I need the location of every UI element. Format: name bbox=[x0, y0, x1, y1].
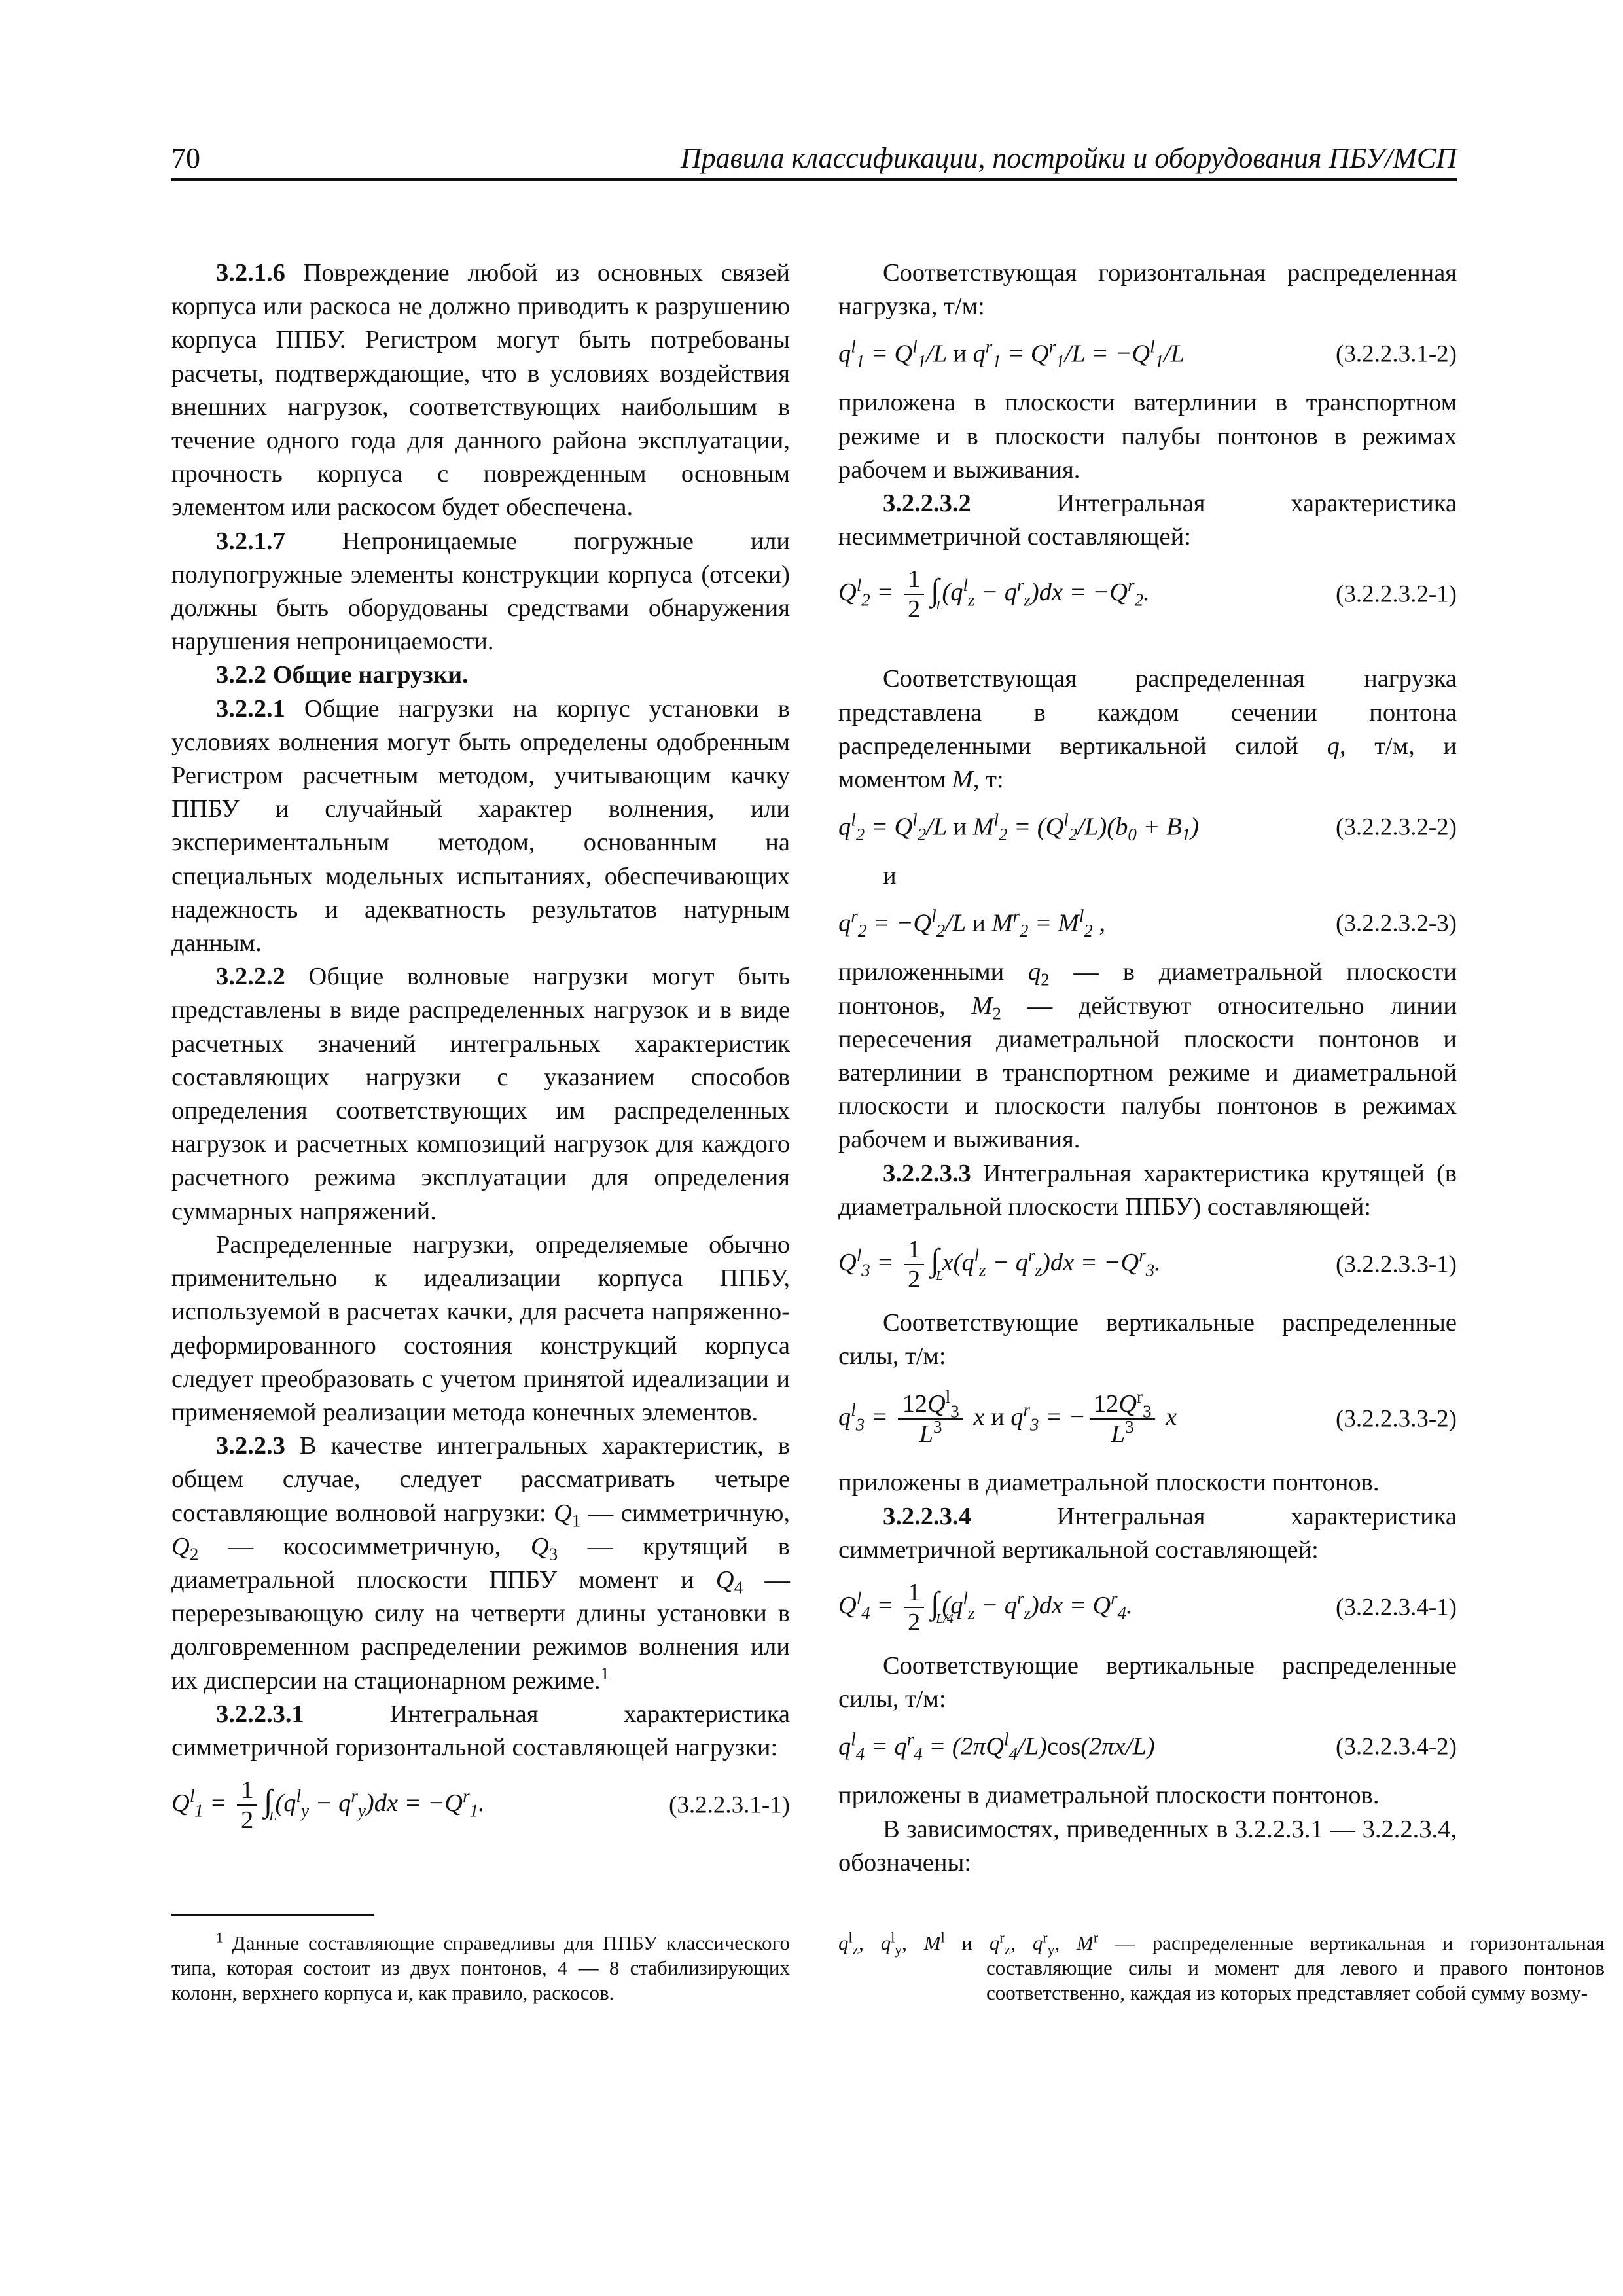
para-3-2-2-3: 3.2.2.3 В качестве интегральных характеристик, в общем случае, следует рассматривать четыре составляющие волновой нагрузки: $Q_1$ — симметричную, $Q_2$ — кососимметричную, $Q_3$ — крутящий в диаметральной плоскости ППБУ момент и $Q_4$ — перерезывающую силу на четверти длины установки в долговременном распределении режимов волнения или их дисперсии на стационарном режиме.$^1$ bbox=[171, 1432, 790, 1695]
para-applied-waterline: приложена в плоскости ватерлинии в транспортном режиме и в плоскости палубы понтонов в режимах рабочем и выживания. bbox=[838, 389, 1457, 484]
running-title: Правила классификации, постройки и оборудования ПБУ/МСП bbox=[680, 142, 1457, 174]
para-applied-diametral: приложенными $q_2$ — в диаметральной плоскости понтонов, $M_2$ — действуют относительно линии пересечения диаметральной плоскости понтонов и ватерлинии в транспортном режиме и диаметральной плоскости и плоскости палубы понтонов в режимах рабочем и выживания. bbox=[838, 958, 1457, 1154]
para-3-2-1-7: 3.2.1.7 Непроницаемые погружные или полупогружные элементы конструкции корпуса (отсеки) должны быть оборудованы средствами обнаружения нарушения непроницаемости. bbox=[171, 527, 790, 656]
equation-3-2-2-3-4-1: $Q^l_4$ = $\frac{1}{2}$ ∫ L/4 $(q^l_z - q^r_z)dx = Q^r_4$. (3.2.2.3.4-1) bbox=[838, 1579, 1457, 1637]
equation-3-2-2-3-2-2: $q^l_2 = Q^l_2/L$ и $M^l_2 = (Q^l_2/L)(b_0 + B_1)$ (3.2.2.3.2-2) bbox=[838, 810, 1457, 845]
footnote: $^1$ Данные составляющие справедливы для ППБУ классического типа, которая состоит из двух понтонов, 4 — 8 стабилизирующих колонн, верхнего корпуса и, как правило, раскосов. bbox=[171, 1929, 790, 2004]
para-horizontal-load: Соответствующая горизонтальная распределенная нагрузка, т/м: bbox=[838, 259, 1457, 321]
equation-3-2-2-3-1-2: $q^l_1 = Q^l_1/L$ и $q^r_1 = Q^r_1/L = -Q^l_1/L$ (3.2.2.3.1-2) bbox=[838, 336, 1457, 372]
equation-3-2-2-3-1-1: $Q^l_1$ = $\frac{1}{2}$ ∫ L $(q^l_y - q^r_y)dx = -Q^r_1$. (3.2.2.3.1-1) bbox=[171, 1776, 790, 1835]
para-applied-pontoons-1: приложены в диаметральной плоскости понтонов. bbox=[838, 1469, 1380, 1497]
page-number: 70 bbox=[171, 142, 200, 174]
para-3-2-2-3-3: 3.2.2.3.3 Интегральная характеристика крутящей (в диаметральной плоскости ППБУ) составляющей: bbox=[838, 1159, 1457, 1221]
notation-definition: $q^l_z$, $q^l_y$, $M^l$ и $q^r_z$, $q^r_y$, $M^r$ — распределенные вертикальная и горизонтальная составляющие силы и момент для левого и правого понтонов соответственно, каждая из которых представляет собой сумму возму- bbox=[838, 1929, 1605, 2004]
left-column bbox=[171, 257, 790, 1847]
equation-3-2-2-3-4-2: $q^l_4 = q^r_4 = (2\pi Q^l_4/L)\cos(2\pi x/L)$ (3.2.2.3.4-2) bbox=[838, 1730, 1457, 1765]
para-distributed-loads: Распределенные нагрузки, определяемые обычно применительно к идеализации корпуса ППБУ, используемой в расчетах качки, для расчета напряженно-деформированного состояния конструкций корпуса следует преобразовать с учетом принятой идеализации и применяемой реализации метода конечных элементов. bbox=[171, 1230, 790, 1426]
para-vertical-forces-2: Соответствующие вертикальные распределенные силы, т/м: bbox=[838, 1652, 1457, 1713]
para-vertical-forces-1: Соответствующие вертикальные распределенные силы, т/м: bbox=[838, 1309, 1457, 1371]
para-3-2-2-2: 3.2.2.2 Общие волновые нагрузки могут быть представлены в виде распределенных нагрузок и в виде расчетных значений интегральных характеристик составляющих нагрузки с указанием способов определения соответствующих им распределенных нагрузок и расчетных композиций нагрузок для каждого расчетного режима эксплуатации для определения суммарных напряжений. bbox=[171, 963, 790, 1225]
conjunction-and: и bbox=[883, 862, 897, 890]
para-3-2-2-3-1: 3.2.2.3.1 Интегральная характеристика симметричной горизонтальной составляющей нагрузки: bbox=[171, 1700, 790, 1761]
para-distributed-force-moment: Соответствующая распределенная нагрузка представлена в каждом сечении понтона распределенными вертикальной силой q, т/м, и моментом M, т: bbox=[838, 665, 1457, 794]
running-header bbox=[171, 135, 1457, 181]
equation-3-2-2-3-2-3: $q^r_2 = -Q^l_2/L$ и $M^r_2 = M^l_2$ , (3.2.2.3.2-3) bbox=[838, 906, 1457, 941]
para-3-2-2-3-2: 3.2.2.3.2 Интегральная характеристика несимметричной составляющей: bbox=[838, 490, 1457, 551]
section-heading: 3.2.2 Общие нагрузки. bbox=[216, 661, 469, 689]
footnote-rule bbox=[171, 1914, 374, 1916]
right-column bbox=[838, 257, 1457, 1880]
equation-3-2-2-3-2-1: $Q^l_2$ = $\frac{1}{2}$ ∫ L $(q^l_z - q^r_z)dx = -Q^r_2$. (3.2.2.3.2-1) bbox=[838, 565, 1457, 624]
para-applied-pontoons-2: приложены в диаметральной плоскости понтонов. bbox=[838, 1782, 1380, 1810]
para-3-2-1-6: 3.2.1.6 Повреждение любой из основных связей корпуса или раскоса не должно приводить к разрушению корпуса ППБУ. Регистром могут быть потребованы расчеты, подтверждающие, что в условиях воздействия внешних нагрузок, соответствующих наибольшим в течение одного года для данного района эксплуатации, прочность корпуса с поврежденным основным элементом или раскосом будет обеспечена. bbox=[171, 259, 790, 522]
para-3-2-2-3-4: 3.2.2.3.4 Интегральная характеристика симметричной вертикальной составляющей: bbox=[838, 1502, 1457, 1564]
para-notation-intro: В зависимостях, приведенных в 3.2.2.3.1 — 3.2.2.3.4, обозначены: bbox=[838, 1815, 1457, 1876]
equation-3-2-2-3-3-1: $Q^l_3$ = $\frac{1}{2}$ ∫ L $x(q^l_z - q^r_z)dx = -Q^r_3$. (3.2.2.3.3-1) bbox=[838, 1236, 1457, 1294]
para-3-2-2-1: 3.2.2.1 Общие нагрузки на корпус установки в условиях волнения могут быть определены одобренным Регистром расчетным методом, учитывающим качку ППБУ и случайный характер волнения, или экспериментальным методом, основанным на специальных модельных испытаниях, обеспечивающих надежность и адекватность результатов натурным данным. bbox=[171, 694, 790, 958]
equation-3-2-2-3-3-2: $q^l_3$ = $\frac{12Q^l_3}{L^3}$ x и $q^r_3$ = − $\frac{12Q^r_3}{L^3}$ x (3.2.2.3.3-2) bbox=[838, 1387, 1457, 1448]
footnote-mark: 1 bbox=[600, 1663, 610, 1683]
